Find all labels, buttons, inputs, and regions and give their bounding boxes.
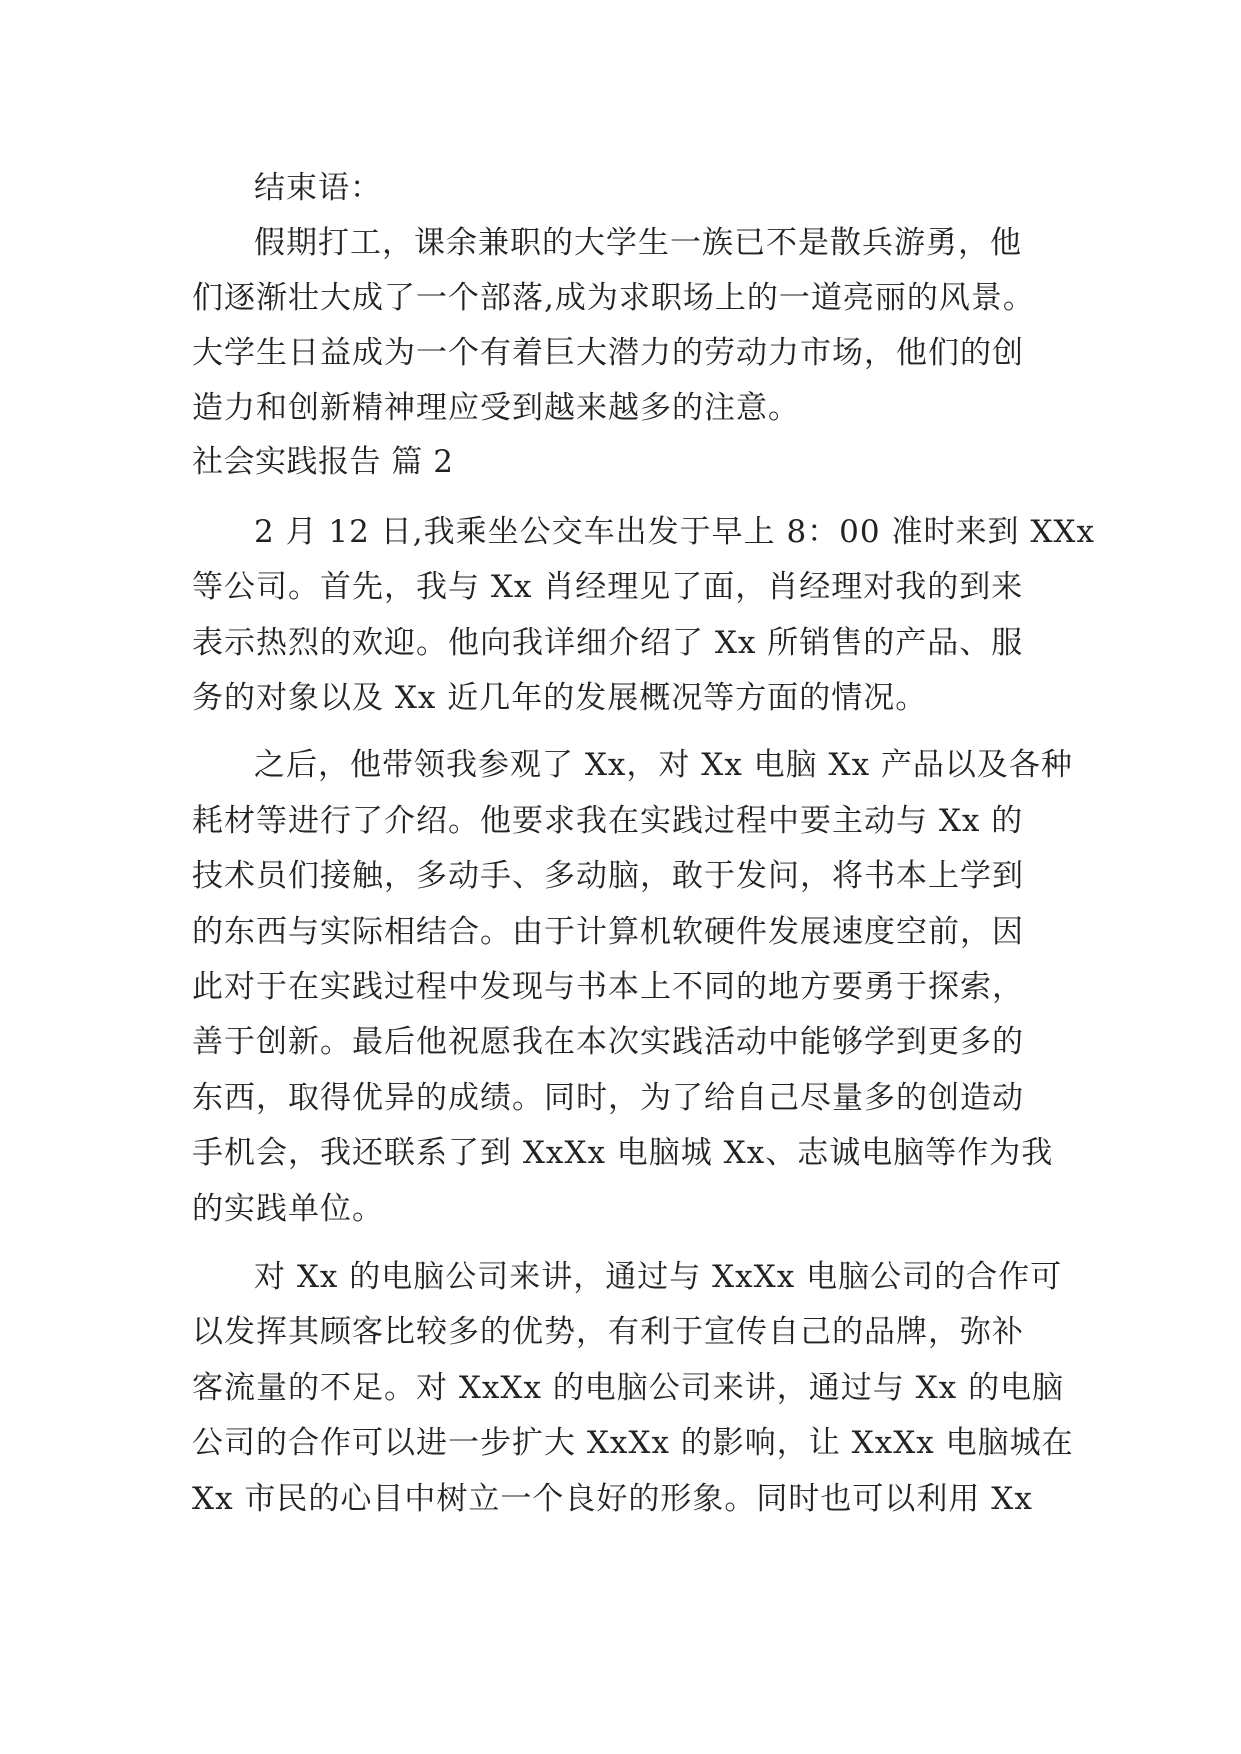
paragraph-line: 对 Xx 的电脑公司来讲，通过与 XxXx 电脑公司的合作可	[254, 1259, 1063, 1295]
paragraph-line: 手机会，我还联系了到 XxXx 电脑城 Xx、志诚电脑等作为我	[192, 1135, 1054, 1171]
paragraph-line: 等公司。首先，我与 Xx 肖经理见了面，肖经理对我的到来	[192, 569, 1024, 605]
paragraph-line: 造力和创新精神理应受到越来越多的注意。	[192, 390, 800, 426]
paragraph-line: 东西，取得优异的成绩。同时，为了给自己尽量多的创造动	[192, 1080, 1024, 1116]
paragraph-line: Xx 市民的心目中树立一个良好的形象。同时也可以利用 Xx	[192, 1481, 1033, 1517]
paragraph-line: 们逐渐壮大成了一个部落,成为求职场上的一道亮丽的风景。	[192, 280, 1035, 316]
paragraph-line: 表示热烈的欢迎。他向我详细介绍了 Xx 所销售的产品、服	[192, 625, 1024, 661]
paragraph-line: 的实践单位。	[192, 1191, 384, 1227]
paragraph-line: 2 月 12 日,我乘坐公交车出发于早上 8：00 准时来到 XXx	[254, 514, 1095, 550]
paragraph-line: 客流量的不足。对 XxXx 的电脑公司来讲，通过与 Xx 的电脑	[192, 1370, 1065, 1406]
paragraph-line: 耗材等进行了介绍。他要求我在实践过程中要主动与 Xx 的	[192, 803, 1024, 839]
conclusion-heading: 结束语：	[254, 170, 382, 206]
section-title: 社会实践报告 篇 2	[192, 444, 454, 480]
paragraph-line: 假期打工，课余兼职的大学生一族已不是散兵游勇，他	[254, 225, 1022, 261]
paragraph-line: 善于创新。最后他祝愿我在本次实践活动中能够学到更多的	[192, 1024, 1024, 1060]
paragraph-line: 大学生日益成为一个有着巨大潜力的劳动力市场，他们的创	[192, 335, 1024, 371]
paragraph-line: 务的对象以及 Xx 近几年的发展概况等方面的情况。	[192, 680, 928, 716]
paragraph-line: 此对于在实践过程中发现与书本上不同的地方要勇于探索，	[192, 969, 1024, 1005]
paragraph-line: 技术员们接触，多动手、多动脑，敢于发问，将书本上学到	[192, 858, 1024, 894]
paragraph-line: 的东西与实际相结合。由于计算机软硬件发展速度空前，因	[192, 914, 1024, 950]
paragraph-line: 之后，他带领我参观了 Xx，对 Xx 电脑 Xx 产品以及各种	[254, 747, 1073, 783]
paragraph-line: 以发挥其顾客比较多的优势，有利于宣传自己的品牌，弥补	[192, 1314, 1024, 1350]
paragraph-line: 公司的合作可以进一步扩大 XxXx 的影响，让 XxXx 电脑城在	[192, 1425, 1074, 1461]
